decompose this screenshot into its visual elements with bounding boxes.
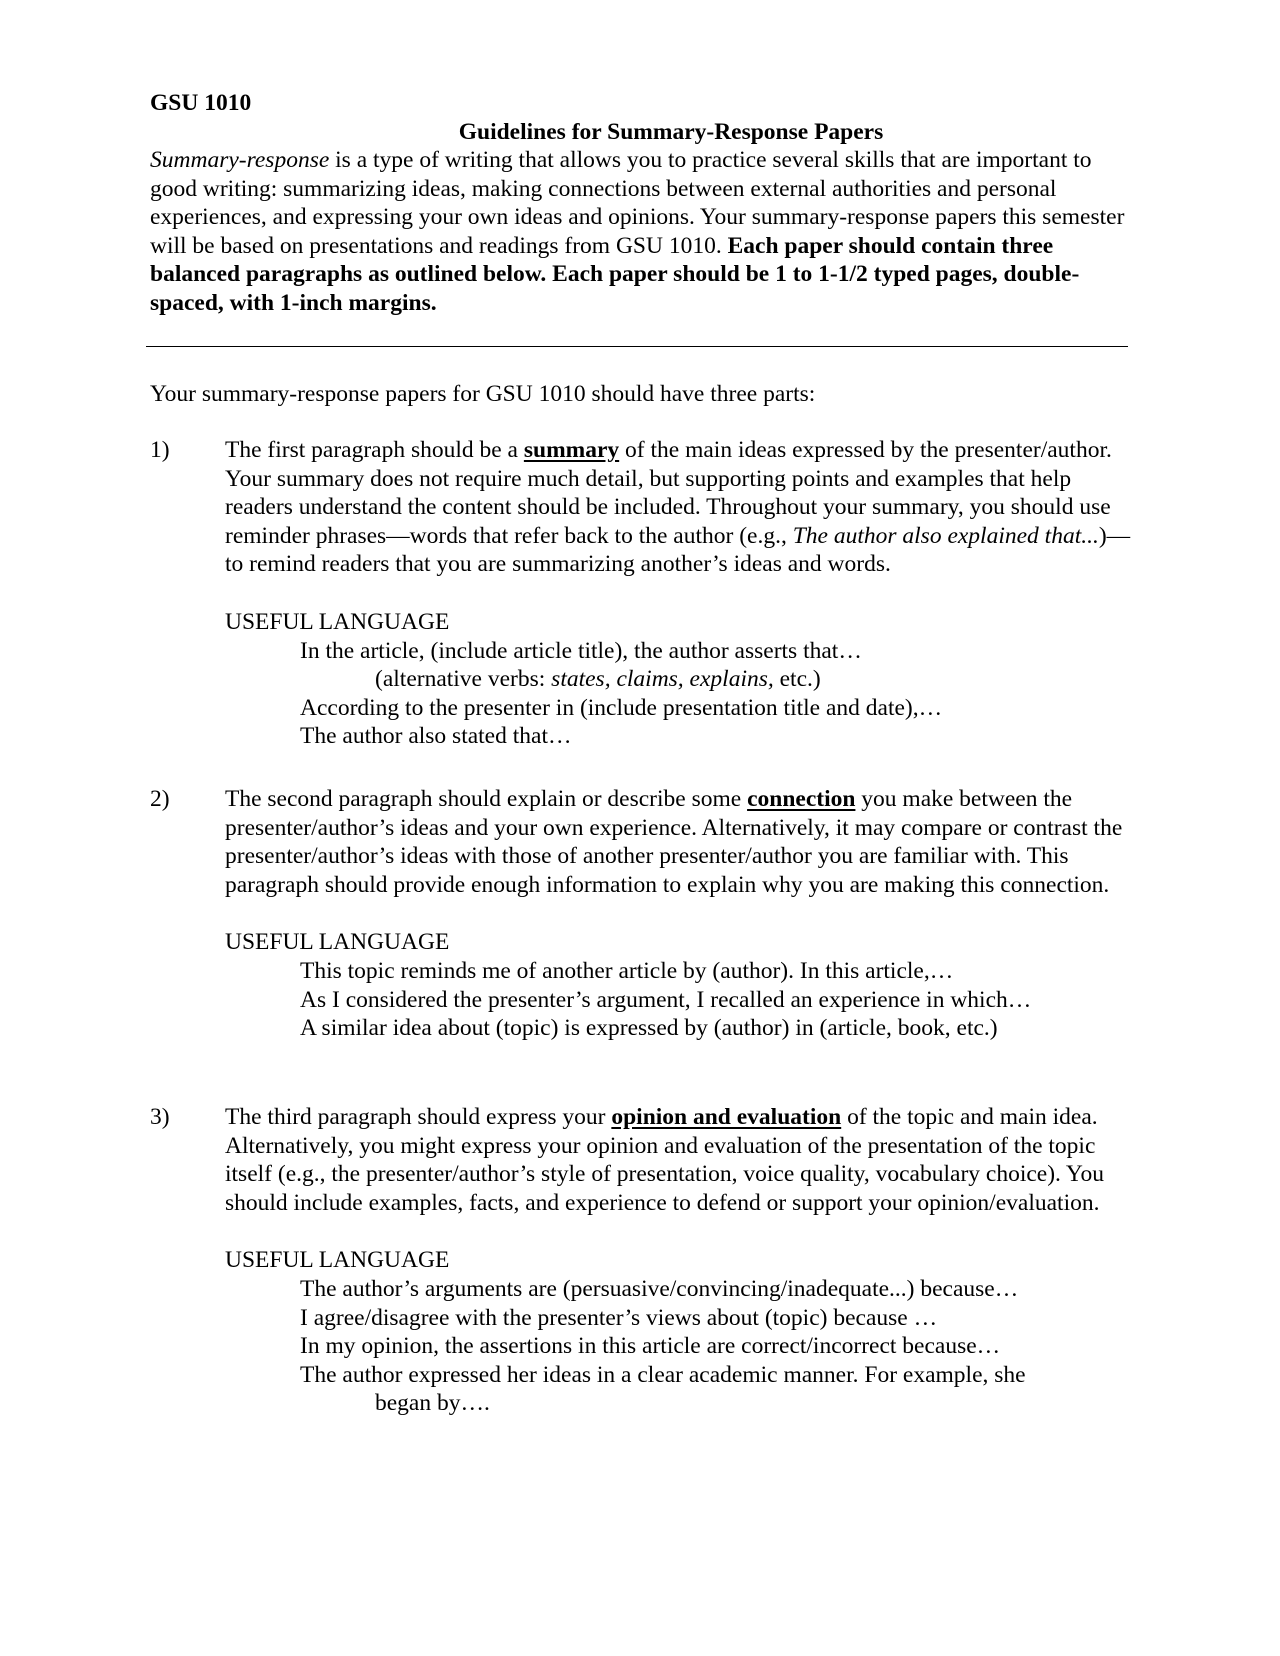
keyword-summary: summary: [523, 437, 620, 463]
section-2: [150, 785, 1140, 1043]
alt-verbs: states, claims, explains,: [551, 666, 774, 693]
intro-paragraph: [150, 146, 1140, 318]
horizontal-divider: [146, 346, 1128, 347]
example-phrase: This topic reminds me of another article by (author). In this article,…: [300, 957, 954, 984]
keyword-connection: connection: [747, 786, 856, 812]
useful-language-block: [225, 1246, 1140, 1418]
useful-language-block: [225, 608, 1140, 751]
useful-language-heading: USEFUL LANGUAGE: [225, 1247, 450, 1274]
paragraph-text: )—to remind readers that you are summarizing another’s ideas and words.: [225, 522, 1131, 578]
intro-term: Summary-response: [150, 147, 330, 173]
alt-prefix: (alternative verbs:: [375, 666, 552, 693]
paragraph-text: of the main ideas expressed by the presenter/author. Your summary does not require much detail, but supporting points and examples that help readers understand the content should be included. Throughout your summary, you should use reminder phrases—words that refer back to the author (e.g.,: [225, 437, 1112, 549]
example-phrase: According to the presenter in (include presentation title and date),…: [300, 694, 943, 721]
intro-requirements: Each paper should contain three balanced paragraphs as outlined below. Each paper should be 1 to 1-1/2 typed pages, double-spaced, with 1-inch margins.: [150, 232, 1080, 316]
course-code: GSU 1010: [150, 90, 252, 116]
paragraph-text: The first paragraph should be a: [225, 437, 524, 463]
paragraph-text: The third paragraph should express your: [225, 1104, 612, 1130]
example-phrase: As I considered the presenter’s argument, I recalled an experience in which…: [300, 986, 1032, 1013]
example-phrase: The author expressed her ideas in a clear academic manner. For example, she: [300, 1361, 1026, 1388]
page-title: Guidelines for Summary-Response Papers: [458, 119, 884, 145]
document-page: [150, 88, 1140, 1417]
section-number: 3): [150, 1104, 170, 1130]
alternative-verbs: [375, 665, 1140, 694]
parts-intro: Your summary-response papers for GSU 1010 should have three parts:: [150, 381, 816, 407]
reminder-phrase-example: The author also explained that...: [792, 522, 1099, 549]
paragraph-text: The second paragraph should explain or describe some: [225, 786, 748, 812]
section-3: [150, 1103, 1140, 1418]
section-1: [150, 436, 1140, 751]
useful-language-heading: USEFUL LANGUAGE: [225, 929, 450, 956]
section-paragraph: [225, 1103, 1140, 1217]
example-continuation: began by….: [375, 1390, 490, 1417]
example-phrase: In the article, (include article title), the author asserts that…: [300, 637, 862, 664]
example-phrase: A similar idea about (topic) is expressed by (author) in (article, book, etc.): [300, 1015, 998, 1042]
section-paragraph: [225, 785, 1140, 899]
section-number: 2): [150, 786, 170, 812]
section-paragraph: [225, 436, 1140, 579]
example-phrase: The author also stated that…: [300, 723, 572, 750]
keyword-opinion-evaluation: opinion and evaluation: [611, 1104, 842, 1130]
useful-language-block: [225, 928, 1140, 1042]
intro-text: is a type of writing that allows you to practice several skills that are important to good writing: summarizing ideas, making connections between external authorities and personal experiences, and expressing your own ideas and opinions. Your summary-response papers this semester will be based on presentations and readings from GSU 1010.: [150, 147, 1125, 259]
example-phrase: In my opinion, the assertions in this article are correct/incorrect because…: [300, 1333, 1001, 1360]
example-phrase: The author’s arguments are (persuasive/convincing/inadequate...) because…: [300, 1275, 1019, 1302]
paragraph-text: of the topic and main idea. Alternatively, you might express your opinion and evaluation of the presentation of the topic itself (e.g., the presenter/author’s style of presentation, voice quality, vocabulary choice). You should include examples, facts, and experience to defend or support your opinion/evaluation.: [225, 1104, 1105, 1216]
alt-suffix: etc.): [773, 666, 821, 693]
paragraph-text: you make between the presenter/author’s ideas and your own experience. Alternatively, it may compare or contrast the presenter/author’s ideas with those of another presenter/author you are familiar with. This paragraph should provide enough information to explain why you are making this connection.: [225, 786, 1123, 898]
section-number: 1): [150, 437, 170, 463]
example-phrase: I agree/disagree with the presenter’s views about (topic) because …: [300, 1304, 938, 1331]
useful-language-heading: USEFUL LANGUAGE: [225, 608, 450, 635]
